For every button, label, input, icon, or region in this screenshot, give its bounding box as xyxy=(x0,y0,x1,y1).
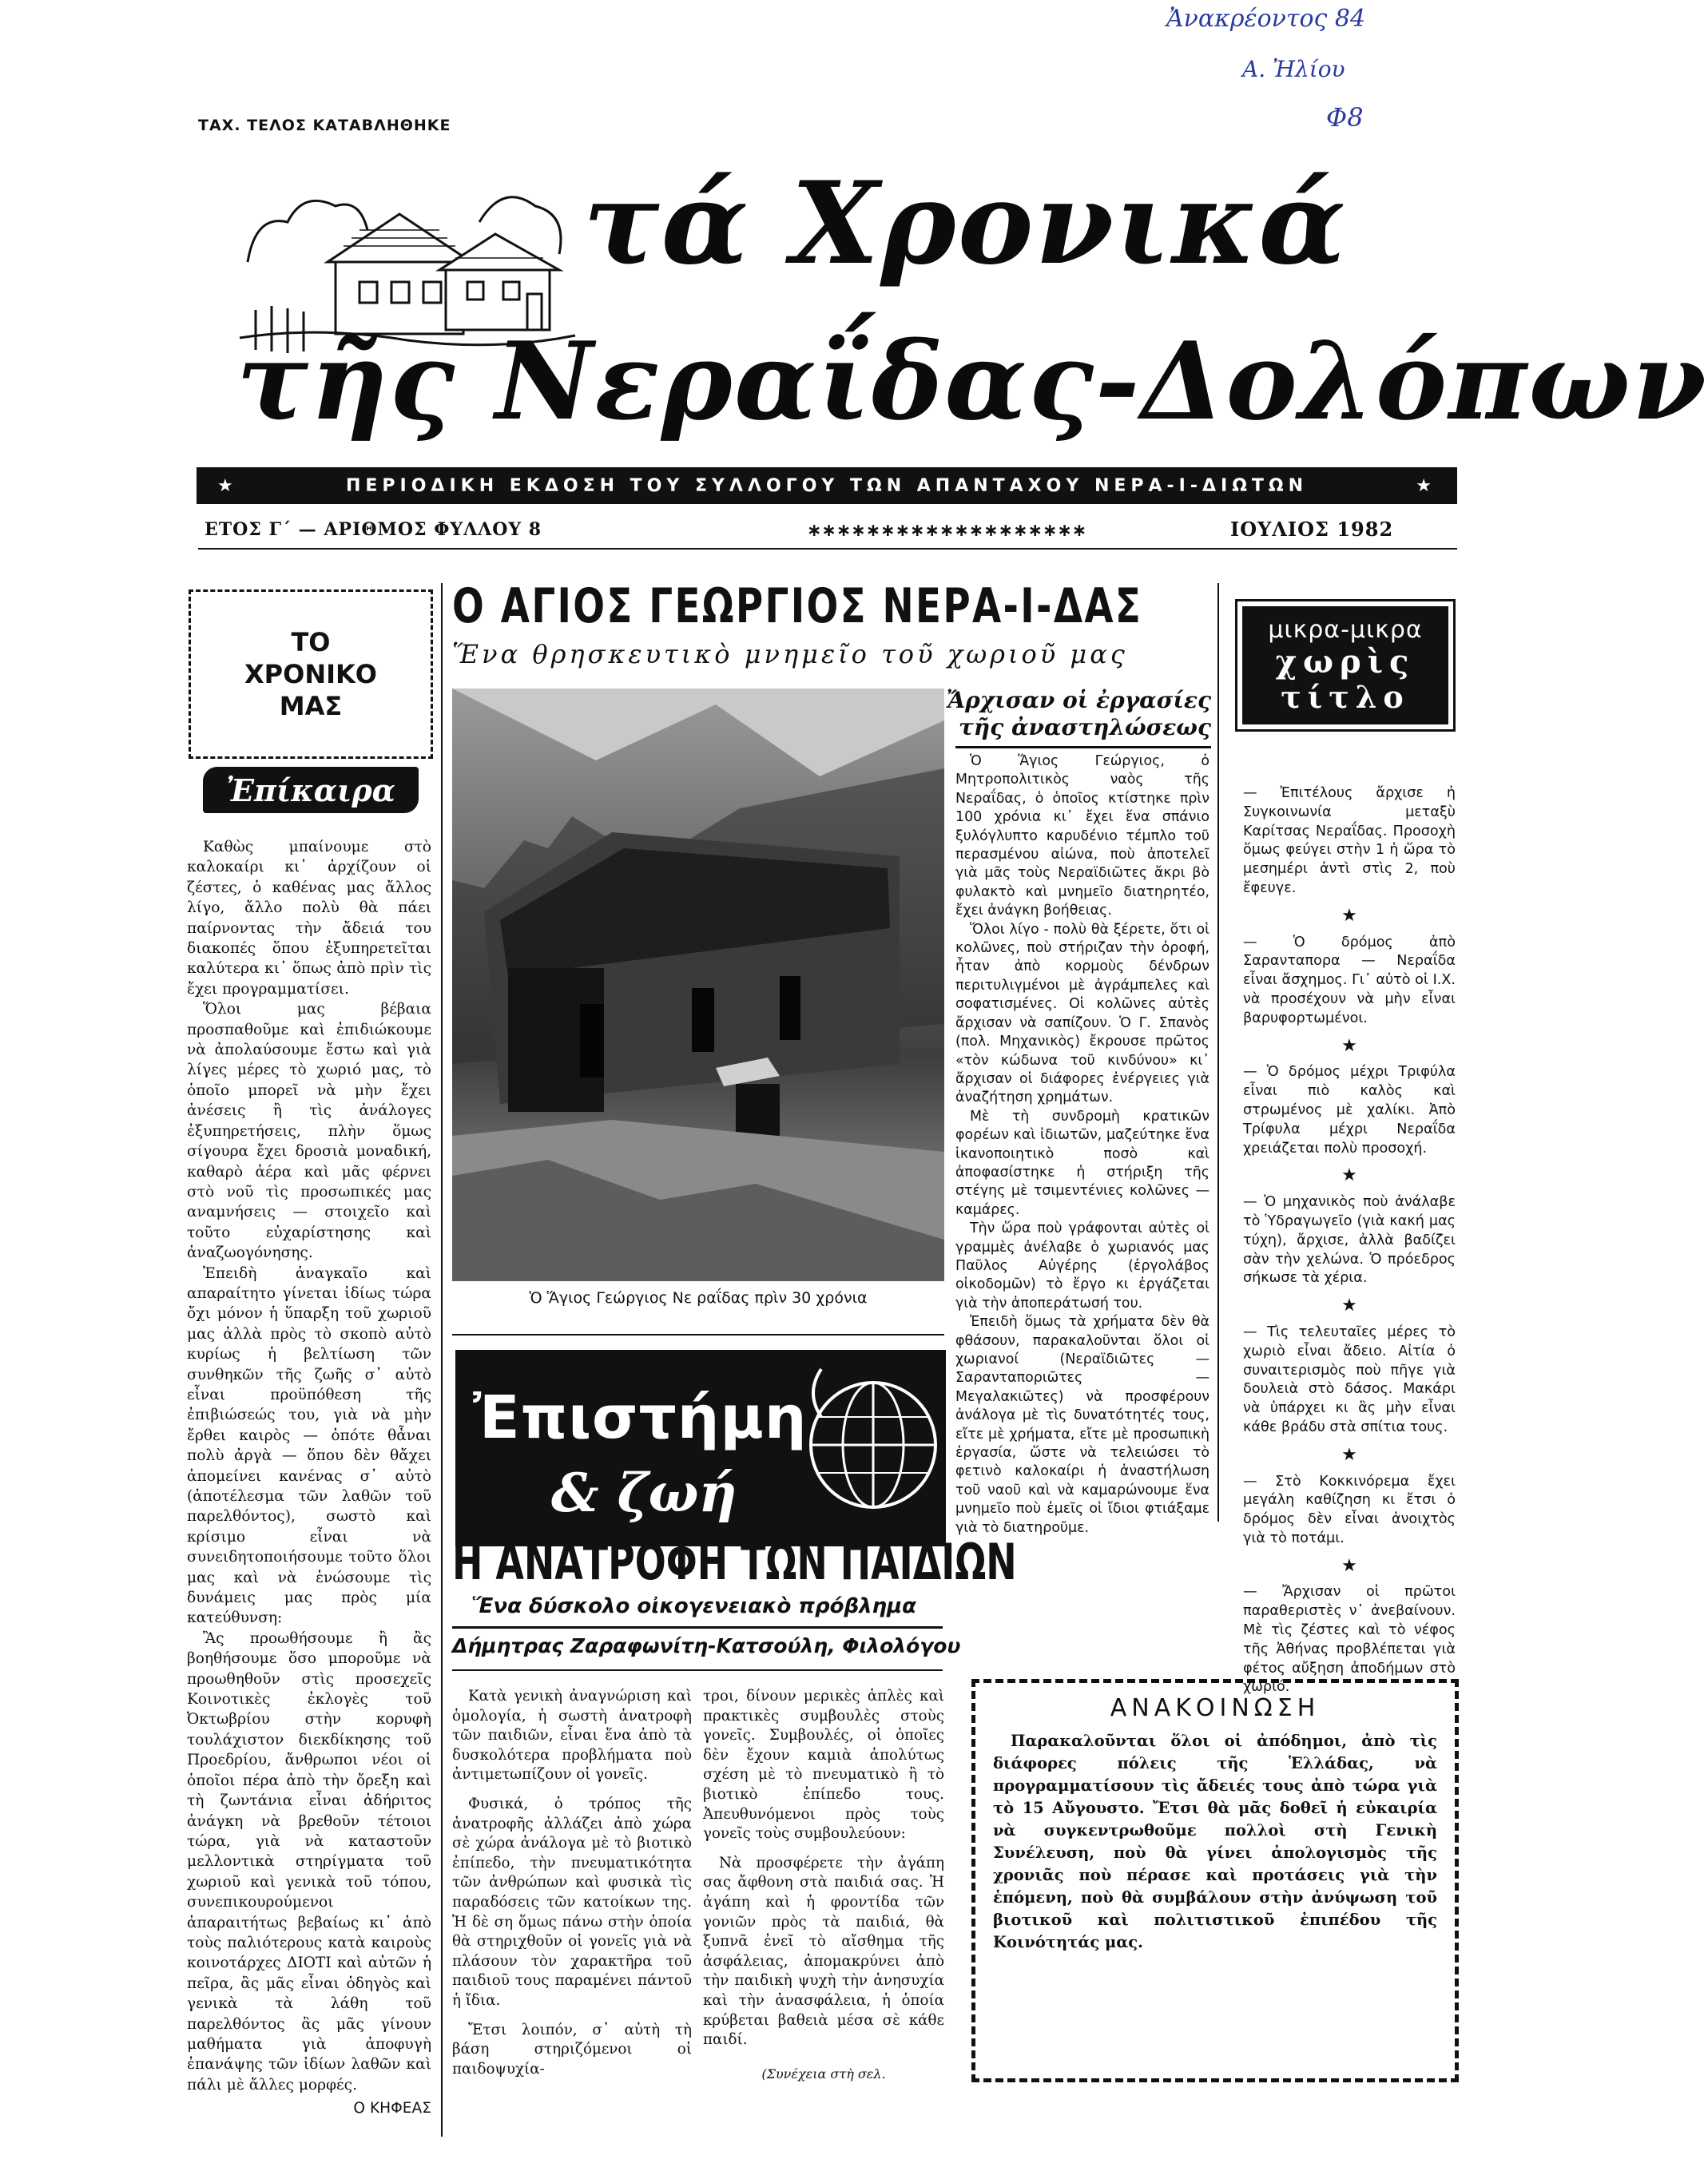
photo-caption-rule xyxy=(452,1334,944,1336)
science-paragraph: Νὰ προσφέρετε τὴν ἀγάπη σας ἄφθονη στὰ παιδιά σας. Ἡ ἀγάπη καὶ ἡ φροντίδα τῶν γονιῶν πρὸς τὰ παιδιά, θὰ ξυπνᾶ ἐνεῖ τὸ αἴσθημα τῆς ἀσφάλειας, ἀπομακρύνει ἀπὸ τὴν παιδικὴ ψυχὴ τὴν ἀνησυχία καὶ τὴν ἀνασφάλεια, ἡ ὁποία κρύβεται βαθειὰ μέσα σὲ κάθε παιδί. xyxy=(703,1854,944,2049)
small-items-title-line3: τίτλο xyxy=(1281,679,1410,715)
epikaira-paragraph: Ἂς προωθήσουμε ἢ ἂς βοηθήσουμε ὅσο μποροῦμε νὰ προωθηθοῦν στὶς προσεχεῖς Κοινοτικὲς ἐκλογὲς τοῦ Ὀκτωβρίου στὴν κορυφὴ τουλάχιστον διεκδίκησης τοῦ Προεδρίου, ἄνθρωποι νέοι οἱ ὁποῖοι πέρα ἀπὸ τὴν ὄρεξη καὶ τὴ ζωντάνια εἶναι ἀδήριτος ἀνάγκη νὰ βρεθοῦν τέτοιοι τώρα, γιὰ νὰ καταστοῦν μελλοντικὰ στηρίγματα τοῦ χωριοῦ καὶ γενικὰ τοῦ τόπου, συνεπικουρούμενοι ἀπαραιτήτως βεβαίως κι᾽ ἀπὸ τοὺς παλιότερους κατὰ καιροὺς κοινοτάρχες ΔΙΟΤΙ καὶ αὐτῶν ἡ πεῖρα, ἂς μᾶς εἶναι ὁδηγὸς καὶ γενικὰ τὰ λάθη τοῦ παρελθόντος ἂς μᾶς γίνουν μαθήματα γιὰ ἀποφυγὴ ἐπανάψης τῶν ἰδίων λαθῶν καὶ πάλι μὲ ἄλλες μορφές. xyxy=(187,1629,431,2094)
announcement-text: Παρακαλοῦνται ὅλοι οἱ ἀπόδημοι, ἀπὸ τὶς διάφορες πόλεις τῆς Ἑλλάδας, νὰ προγραμματίσουν τὶς ἄδειές τους ἀπὸ τώρα γιὰ τὸ 15 Αὔγουστο. Ἔτσι θὰ μᾶς δοθεῖ ἡ εὐκαιρία νὰ συγκεντρωθοῦμε πολλοὶ στὴ Γενικὴ Συνέλευση, ποὺ θὰ γίνει ἀπολογισμὸς τῆς χρονιᾶς ποὺ πέρασε καὶ προτάσεις γιὰ τὴν ἑπόμενη, ποὺ θὰ συμβάλουν στὴν ἀνύψωση τοῦ βιοτικοῦ καὶ πολιτιστικοῦ ἐπιπέδου τῆς Κοινότητάς μας. xyxy=(993,1732,1437,1951)
chronicle-box-title: ΤΟ ΧΡΟΝΙΚΟ ΜΑΣ xyxy=(244,627,377,721)
item-separator-star: ★ xyxy=(1341,1555,1357,1576)
church-article-paragraph: Ὁ Ἅγιος Γεώργιος, ὁ Μητροπολιτικὸς ναὸς τῆς Νεραΐδας, ὁ ὁποῖος κτίστηκε πρὶν 100 χρόνια κι᾽ ἔχει ἕνα σπάνιο ξυλόγλυπτο καρυδένιο τέμπλο τοῦ περασμένου αἰώνα, ποὺ ἀποτελεῖ γιὰ μᾶς τοὺς Νεραϊδιῶτες ἄκρι βὸ φυλακτὸ καὶ μνημεῖο διατηρητέο, ἔχει ἀνάγκη βοήθειας. xyxy=(955,753,1210,919)
announcement-box xyxy=(971,1679,1459,2082)
small-item: — Τὶς τελευταῖες μέρες τὸ χωριὸ εἶναι ἄδειο. Αἰτία ὁ συναιτερισμὸς ποὺ πῆγε γιὰ δουλειὰ στὸ δάσος. Μακάρι νὰ ὑπάρχει κι ἂς μὴν εἶναι κάθε βράδυ στὰ σπίτια τους. xyxy=(1243,1324,1456,1435)
left-column-divider xyxy=(441,583,443,2137)
masthead-subtitle-band xyxy=(197,467,1457,504)
small-items-title-line1: μικρα-μικρα xyxy=(1268,616,1423,644)
masthead-title-line2: τῆς Νεραΐδας-Δολόπων xyxy=(236,318,1708,444)
issue-rule xyxy=(198,548,1457,550)
item-separator-star: ★ xyxy=(1341,1296,1357,1316)
band-star-right: ★ xyxy=(1416,475,1436,496)
section-badge-epikaira xyxy=(203,767,419,813)
science-subhead: Ἕνα δύσκολο οἰκογενειακὸ πρόβλημα xyxy=(471,1594,917,1618)
epikaira-paragraph: Καθὼς μπαίνουμε στὸ καλοκαίρι κι᾽ ἀρχίζουν οἱ ζέστες, ὁ καθένας μας ἄλλος λίγο, ἄλλο πολὺ θὰ πάει παίρνοντας τὴν ἄδειά του διακοπές ὅπου ἐξυπηρετεῖται καλύτερα κι᾽ ὅπως ἀπὸ πρὶν τὶς ἔχει προγραμματίσει. xyxy=(187,839,431,998)
handwritten-note-code: Φ8 xyxy=(1326,102,1364,133)
small-items-title-box xyxy=(1235,599,1456,732)
church-photo-caption: Ὁ Ἅγιος Γεώργιος Νε ραΐδας πρὶν 30 χρόνια xyxy=(529,1289,868,1307)
postage-paid-label: ΤΑΧ. ΤΕΛΟΣ ΚΑΤΑΒΛΗΘΗΚΕ xyxy=(198,117,451,134)
masthead-title-line1: τά Χρονικά xyxy=(583,157,1348,290)
church-article-paragraph: Ὅλοι λίγο - πολὺ θὰ ξέρετε, ὅτι οἱ κολῶνες, ποὺ στήριζαν τὴν ὀροφή, ἦταν ἀπὸ κορμοὺς δένδρων περιτυλιγμένοι μὲ ἀγράμπελες καὶ σοφατισμένες. Οἱ κολῶνες αὐτὲς ἄρχισαν νὰ σαπίζουν. Ὁ Γ. Σπανὸς (πολ. Μηχανικὸς) ἔκρουσε πρῶτος «τὸν κώδωνα τοῦ κινδύνου» κι᾽ ἄρχισαν οἱ διάφορες ἐνέργειες γιὰ ἀναζήτηση χρημάτων. xyxy=(955,921,1210,1106)
small-item: — Ὁ δρόμος ἀπὸ Σαρανταπορα — Νεραΐδα εἶναι ἄσχημος. Γι᾽ αὐτὸ οἱ Ι.Χ. νὰ προσέχουν νὰ μὴν εἶναι βαρυφορτωμένοι. xyxy=(1243,934,1456,1026)
science-paragraph: Κατὰ γενικὴ ἀναγνώριση καὶ ὁμολογία, ἡ σωστὴ ἀνατροφὴ τῶν παιδιῶν, εἶναι ἕνα ἀπὸ τὰ δυσκολότερα προβλήματα ποὺ ἀντιμετωπίζουν οἱ γονεῖς. xyxy=(452,1688,692,1784)
section-badge-label: Ἐπίκαιρα xyxy=(226,772,395,808)
science-continued-note: (Συνέχεια στὴ σελ. xyxy=(761,2066,886,2082)
science-paragraph: Ἔτσι λοιπόν, σ᾽ αὐτὴ τὴ βάση στηριζόμενοι οἱ παιδοψυχία- xyxy=(452,2021,692,2078)
science-headline: Η ΑΝΑΤΡΟΦΗ ΤΩΝ ΠΑΙΔΙΩΝ xyxy=(452,1533,1017,1591)
issue-stars: ∗∗∗∗∗∗∗∗∗∗∗∗∗∗∗∗∗∗∗ xyxy=(807,521,1087,541)
church-article-body xyxy=(955,752,1210,1538)
announcement-title: ΑΝΑΚΟΙΝΩΣΗ xyxy=(1110,1694,1321,1722)
epikaira-paragraph: Ὅλοι μας βέβαια προσπαθοῦμε καὶ ἐπιδιώκουμε νὰ ἀπολαύσουμε ἔστω καὶ γιὰ λίγες μέρες τὸ χωριό μας, τὸ ὁποῖο μπορεῖ νὰ μὴν ἔχει ἀνέσεις ἢ τὶς ἀνάλογες ἐξυπηρετήσεις, πλὴν ὅμως σίγουρα ἔχει δροσιὰ μοναδική, καθαρὸ ἀέρα καὶ μᾶς φέρνει στὸ νοῦ τὶς προσωπικές μας αναμνήσεις — στοιχεῖο καὶ τοῦτο εὐχαρίστησης καὶ ἀναζωογόνησης. xyxy=(187,1001,431,1262)
masthead-subtitle: ΠΕΡΙΟΔΙΚΗ ΕΚΔΟΣΗ ΤΟΥ ΣΥΛΛΟΓΟΥ ΤΩΝ ΑΠΑΝΤΑΧΟΥ ΝΕΡΑ-Ι-ΔΙΩΤΩΝ xyxy=(345,475,1309,496)
small-item: — Ὁ δρόμος μέχρι Τριφύλα εἶναι πιὸ καλὸς καὶ στρωμένος μὲ χαλίκι. Ἀπὸ Τρίφυλα μέχρι Νεραΐδα χρειάζεται πολὺ προσοχή. xyxy=(1243,1064,1456,1157)
issue-date: ΙΟΥΛΙΟΣ 1982 xyxy=(1230,518,1394,541)
science-logo-word: Ἐπιστήμη xyxy=(473,1383,808,1452)
science-paragraph: Φυσικά, ὁ τρόπος τῆς ἀνατροφῆς ἀλλάζει ἀπὸ χώρα σὲ χώρα ἀνάλογα μὲ τὸ βιοτικὸ ἐπίπεδο, τὴν πνευματικότητα τῶν ἀνθρώπων καὶ φυσικὰ τὶς παραδόσεις τῶν κατοίκων της. Ἡ δὲ ση ὅμως πάνω στὴν ὁποία θὰ στηριχθοῦν οἱ γονεῖς γιὰ νὰ πλάσουν τὸν χαρακτῆρα τοῦ παιδιοῦ τους παραμένει πάντοῦ ἡ ἴδια. xyxy=(452,1795,692,2009)
epikaira-paragraph: Ἐπειδὴ ἀναγκαῖο καὶ απαραίτητο γίνεται ἰδίως τώρα ὄχι μόνον ἡ ὕπαρξη τοῦ χωριοῦ μας ἀλλὰ πρὸς τὸ σκοπὸ αὐτὸ κυρίως ἡ βελτίωση τῶν συνθηκῶν τῆς ζωῆς σ᾽ αὐτὸ εἶναι προϋπόθεση τῆς ἐπιβιώσεώς του, γιὰ νὰ μὴν ἔρθει καιρὸς — ὁπότε θἆναι πολὺ ἀργὰ — ὅπου δὲν θἄχει ἀπομείνει κανένας σ᾽ αὐτὸ (ἀποτέλεσμα τῶν λαθῶν τοῦ παρελθόντος), σωστὸ καὶ κρίσιμο εἶναι νὰ συνειδητοποιήσουμε τοῦτο ὅλοι μας καὶ νὰ ἑνώσουμε τὶς δυνάμεις μας πρὸς μία κατεύθυνση: xyxy=(187,1264,431,1627)
small-item: — Στὸ Κοκκινόρεμα ἔχει μεγάλη καθίζηση κι ἔτσι ὁ δρόμος δὲν εἶναι ἀνοιχτὸς γιὰ τὸ ποτάμι. xyxy=(1243,1473,1456,1546)
small-item: — Ἐπιτέλους ἄρχισε ἡ Συγκοινωνία μεταξὺ Καρίτσας Νεραΐδας. Προσοχὴ ὅμως φεύγει στὴν 1 ἡ ὥρα τὸ μεσημέρι ἀντὶ στὶς 2, ποὺ ἔφευγε. xyxy=(1243,785,1456,896)
handwritten-note-street: Α. Ἠλίου xyxy=(1242,56,1345,82)
right-column-divider xyxy=(1217,583,1219,1522)
chronicle-box xyxy=(189,589,433,759)
church-headline: Ο ΑΓΙΟΣ ΓΕΩΡΓΙΟΣ ΝΕΡΑ-Ι-ΔΑΣ xyxy=(452,578,1143,634)
issue-number: ΕΤΟΣ Γ΄ — ΑΡΙΘΜΟΣ ΦΥΛΛΟΥ 8 xyxy=(205,519,542,540)
item-separator-star: ★ xyxy=(1341,1035,1357,1056)
church-article-heading: Ἄρχισαν οἱ ἐργασίες τῆς ἀναστηλώσεως xyxy=(946,687,1211,740)
small-item: — Ἄρχισαν οἱ πρῶτοι παραθεριστὲς ν᾽ ἀνεβαίνουν. Μὲ τὶς ζέστες καὶ τὸ νέφος τῆς Ἀθήνας προβλέπεται γιὰ φέτος αὔξηση ἀποδήμων στὸ χωριό. xyxy=(1243,1584,1456,1696)
science-subhead-rule xyxy=(452,1626,943,1629)
science-col2 xyxy=(703,1687,944,2084)
life-logo-word: & ζωή xyxy=(551,1462,737,1524)
small-items-list xyxy=(1243,784,1456,1697)
science-paragraph: τροι, δίνουν μερικὲς ἁπλὲς καὶ πρακτικὲς συμβουλὲς στοὺς γονεῖς. Συμβουλές, οἱ ὁποῖες δὲν ἔχουν καμιὰ ἀπολύτως σχέση μὲ τὸ πνευματικὸ ἢ τὸ βιοτικὸ ἐπίπεδο τους. Ἀπευθυνόμενοι πρὸς τοὺς γονεῖς τοὺς συμβουλεύουν: xyxy=(703,1688,944,1843)
church-article-paragraph: Ἐπειδὴ ὅμως τὰ χρήματα δὲν θὰ φθάσουν, παρακαλοῦνται ὅλοι οἱ χωριανοί (Νεραϊδιῶτες — Σαρανταποριῶτες — Μεγαλακιῶτες) νὰ προσφέρουν ἀνάλογα μὲ τὶς δυνατότητές τους, εἴτε μὲ χρήματα, εἴτε μὲ προσωπικὴ ἐργασία, ὥστε νὰ τελειώσει τὸ φετινὸ καλοκαίρι ἡ ἀναστήλωση τοῦ ναοῦ καὶ νὰ καμαρώνουμε ἕνα μνημεῖο ποὺ ἐμεῖς οἱ ἴδιοι φτιάξαμε γιὰ τὸ διατηροῦμε. xyxy=(955,1314,1210,1536)
item-separator-star: ★ xyxy=(1341,1165,1357,1186)
small-item: — Ὁ μηχανικὸς ποὺ ἀνάλαβε τὸ Ὑδραγωγεῖο (γιὰ κακή μας τύχη), ἄρχισε, ἀλλὰ βαδίζει σὰν τὴν χελώνα. Ὁ πρόεδρος σήκωσε τὰ χέρια. xyxy=(1243,1194,1456,1287)
epikaira-signature: Ο ΚΗΦΕΑΣ xyxy=(353,2100,431,2117)
item-separator-star: ★ xyxy=(1341,1444,1357,1465)
science-byline-rule xyxy=(452,1669,943,1671)
church-photo xyxy=(452,689,944,1281)
band-star-left: ★ xyxy=(217,475,238,496)
science-byline: Δήμητρας Ζαραφωνίτη-Κατσούλη, Φιλολόγου xyxy=(452,1634,961,1657)
science-life-logo xyxy=(455,1350,946,1546)
epikaira-column xyxy=(187,837,431,2119)
church-photo-drawing xyxy=(452,689,944,1281)
church-article-paragraph: Μὲ τὴ συνδρομὴ κρατικῶν φορέων καὶ ἰδιωτῶν, μαζεύτηκε ἕνα ἱκανοποιητικὸ ποσὸ καὶ ἀποφασίστηκε ἡ στήριξη τῆς στέγης μὲ τσιμεντένιες κολῶνες — καμάρες. xyxy=(955,1108,1210,1218)
handwritten-note-address: Ἀνακρέοντος 84 xyxy=(1166,5,1366,33)
church-subhead: Ἕνα θρησκευτικὸ μνημεῖο τοῦ χωριοῦ μας xyxy=(452,639,1128,669)
church-article-paragraph: Τὴν ὥρα ποὺ γράφονται αὐτὲς οἱ γραμμὲς ἀνέλαβε ὁ χωριανός μας Παῦλος Αὐγέρης (ἐργολάβος οἰκοδομῶν) τὸ ἔργο κι ἐργάζεται γιὰ τὴν ἀποπεράτωσή του. xyxy=(955,1220,1210,1312)
small-items-title-line2: χωρὶς xyxy=(1275,643,1416,681)
science-col1 xyxy=(452,1687,692,2079)
church-article-heading-rule xyxy=(955,746,1211,748)
item-separator-star: ★ xyxy=(1341,905,1357,926)
globe-icon xyxy=(797,1361,941,1537)
